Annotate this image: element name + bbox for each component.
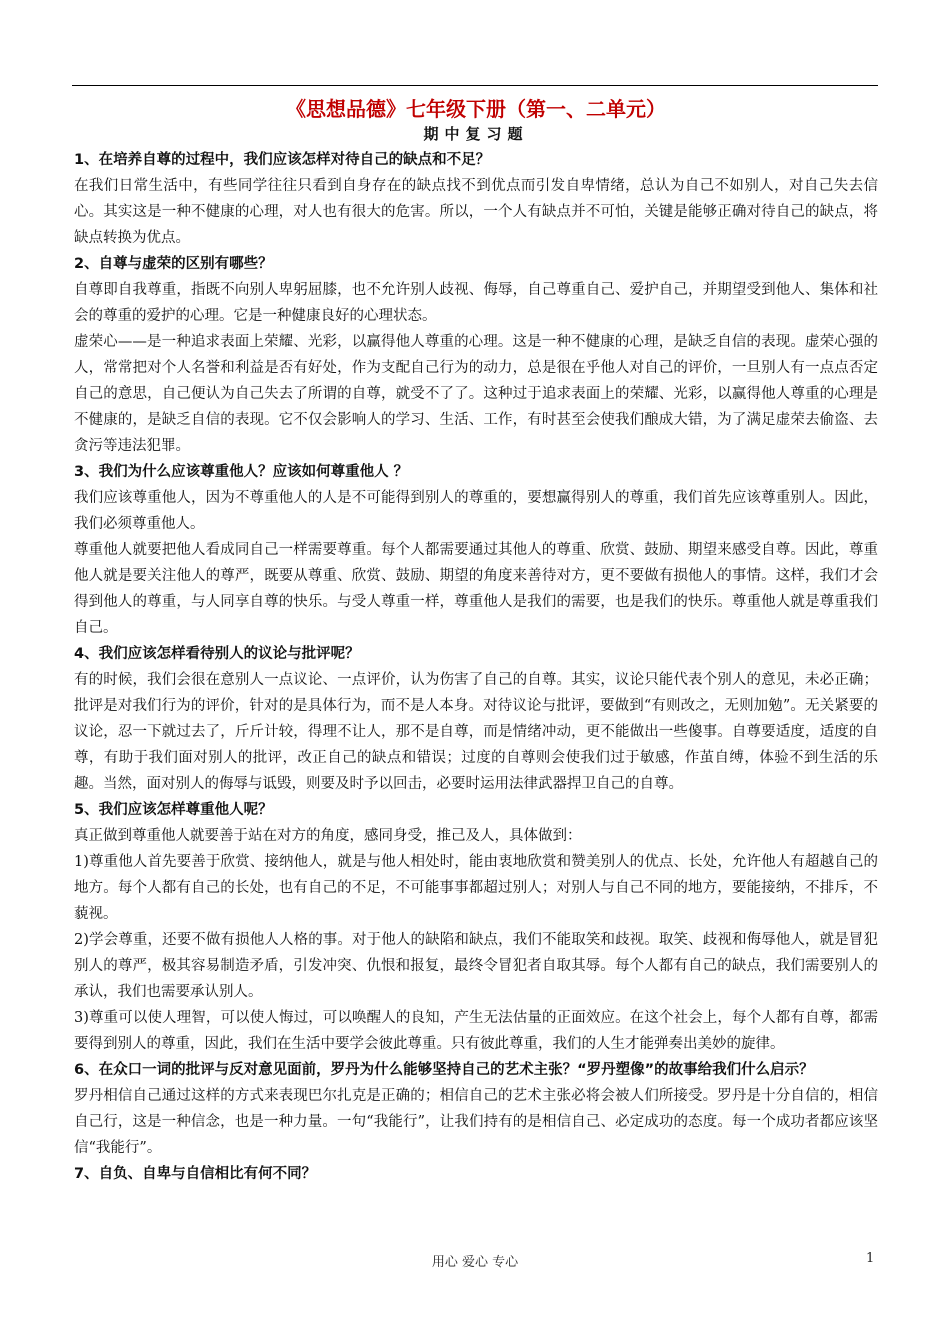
question-heading: 7、自负、自卑与自信相比有何不同？	[74, 1166, 317, 1182]
answer-paragraph: 1)尊重他人首先要善于欣赏、接纳他人，就是与他人相处时，能由衷地欣赏和赞美别人的优点、长处，允许他人有超越自己的地方。每个人都有自己的长处，也有自己的不足，不可能事事都超过别人；对别人与自己不同的地方，要能接纳，不排斥，不藐视。	[74, 854, 878, 922]
document-subtitle: 期中复习题	[423, 125, 529, 143]
header-rule	[72, 85, 878, 86]
page-number: 1	[866, 1251, 875, 1266]
section-3	[74, 459, 878, 641]
section-5	[74, 797, 878, 1057]
document-title: 《思想品德》七年级下册（第一、二单元）	[286, 97, 666, 121]
answer-paragraph: 3)尊重可以使人理智，可以使人悔过，可以唤醒人的良知，产生无法估量的正面效应。在这个社会上，每个人都有自尊，都需要得到别人的尊重，因此，我们在生活中要学会彼此尊重。只有彼此尊重，我们的人生才能弹奏出美妙的旋律。	[74, 1010, 878, 1052]
answer-paragraph: 自尊即自我尊重，指既不向别人卑躬屈膝，也不允许别人歧视、侮辱，自己尊重自己、爱护自己，并期望受到他人、集体和社会的尊重的爱护的心理。它是一种健康良好的心理状态。	[74, 282, 878, 324]
question-heading: 6、在众口一词的批评与反对意见面前，罗丹为什么能够坚持自己的艺术主张？“罗丹塑像”的故事给我们什么启示？	[74, 1062, 814, 1078]
section-6	[74, 1057, 878, 1161]
answer-paragraph: 罗丹相信自己通过这样的方式来表现巴尔扎克是正确的；相信自己的艺术主张必将会被人们所接受。罗丹是十分自信的，相信自己行，这是一种信念，也是一种力量。一句“我能行”，让我们持有的是相信自己、必定成功的态度。每一个成功者都应该坚信“我能行”。	[74, 1088, 878, 1156]
section-4	[74, 641, 878, 797]
question-heading: 5、我们应该怎样尊重他人呢？	[74, 802, 273, 818]
page-content	[74, 95, 878, 1187]
question-heading: 3、我们为什么应该尊重他人？应该如何尊重他人 ？	[74, 464, 409, 480]
answer-paragraph: 虚荣心——是一种追求表面上荣耀、光彩，以赢得他人尊重的心理。这是一种不健康的心理，是缺乏自信的表现。虚荣心强的人，常常把对个人名誉和利益是否有好处，作为支配自己行为的动力，总是很在乎他人对自己的评价，一旦别人有一点点否定自己的意思，自己便认为自己失去了所谓的自尊，就受不了了。这种过于追求表面上的荣耀、光彩，以赢得他人尊重的心理是不健康的，是缺乏自信的表现。它不仅会影响人的学习、生活、工作，有时甚至会使我们酿成大错，为了满足虚荣去偷盗、去贪污等违法犯罪。	[74, 334, 878, 454]
answer-paragraph: 有的时候，我们会很在意别人一点议论、一点评价，认为伤害了自己的自尊。其实，议论只能代表个别人的意见，未必正确；批评是对我们行为的评价，针对的是具体行为，而不是人本身。对待议论与批评，要做到“有则改之，无则加勉”。无关紧要的议论，忍一下就过去了，斤斤计较，得理不让人，那不是自尊，而是情绪冲动，更不能做出一些傻事。自尊要适度，适度的自尊，有助于我们面对别人的批评，改正自己的缺点和错误；过度的自尊则会使我们过于敏感，作茧自缚，体验不到生活的乐趣。当然，面对别人的侮辱与诋毁，则要及时予以回击，必要时运用法律武器捍卫自己的自尊。	[74, 672, 878, 792]
section-7	[74, 1161, 878, 1187]
answer-paragraph: 在我们日常生活中，有些同学往往只看到自身存在的缺点找不到优点而引发自卑情绪，总认为自己不如别人，对自己失去信心。其实这是一种不健康的心理，对人也有很大的危害。所以，一个人有缺点并不可怕，关键是能够正确对待自己的缺点，将缺点转换为优点。	[74, 178, 878, 246]
page-footer: 用心 爱心 专心	[431, 1255, 519, 1270]
question-heading: 2、自尊与虚荣的区别有哪些？	[74, 256, 273, 272]
answer-paragraph: 尊重他人就要把他人看成同自己一样需要尊重。每个人都需要通过其他人的尊重、欣赏、鼓励、期望来感受自尊。因此，尊重他人就是要关注他人的尊严，既要从尊重、欣赏、鼓励、期望的角度来善待对方，更不要做有损他人的事情。这样，我们才会得到他人的尊重，与人同享自尊的快乐。与受人尊重一样，尊重他人是我们的需要，也是我们的快乐。尊重他人就是尊重我们自己。	[74, 542, 878, 636]
answer-paragraph: 真正做到尊重他人就要善于站在对方的角度，感同身受，推己及人，具体做到：	[74, 828, 582, 844]
answer-paragraph: 我们应该尊重他人，因为不尊重他人的人是不可能得到别人的尊重的，要想赢得别人的尊重，我们首先应该尊重别人。因此，我们必须尊重他人。	[74, 490, 878, 532]
section-2	[74, 251, 878, 459]
question-heading: 1、在培养自尊的过程中，我们应该怎样对待自己的缺点和不足？	[74, 152, 491, 168]
question-heading: 4、我们应该怎样看待别人的议论与批评呢？	[74, 646, 360, 662]
section-1	[74, 147, 878, 251]
answer-paragraph: 2)学会尊重，还要不做有损他人人格的事。对于他人的缺陷和缺点，我们不能取笑和歧视。取笑、歧视和侮辱他人，就是冒犯别人的尊严，极其容易制造矛盾，引发冲突、仇恨和报复，最终令冒犯者自取其辱。每个人都有自己的缺点，我们需要别人的承认，我们也需要承认别人。	[74, 932, 878, 1000]
